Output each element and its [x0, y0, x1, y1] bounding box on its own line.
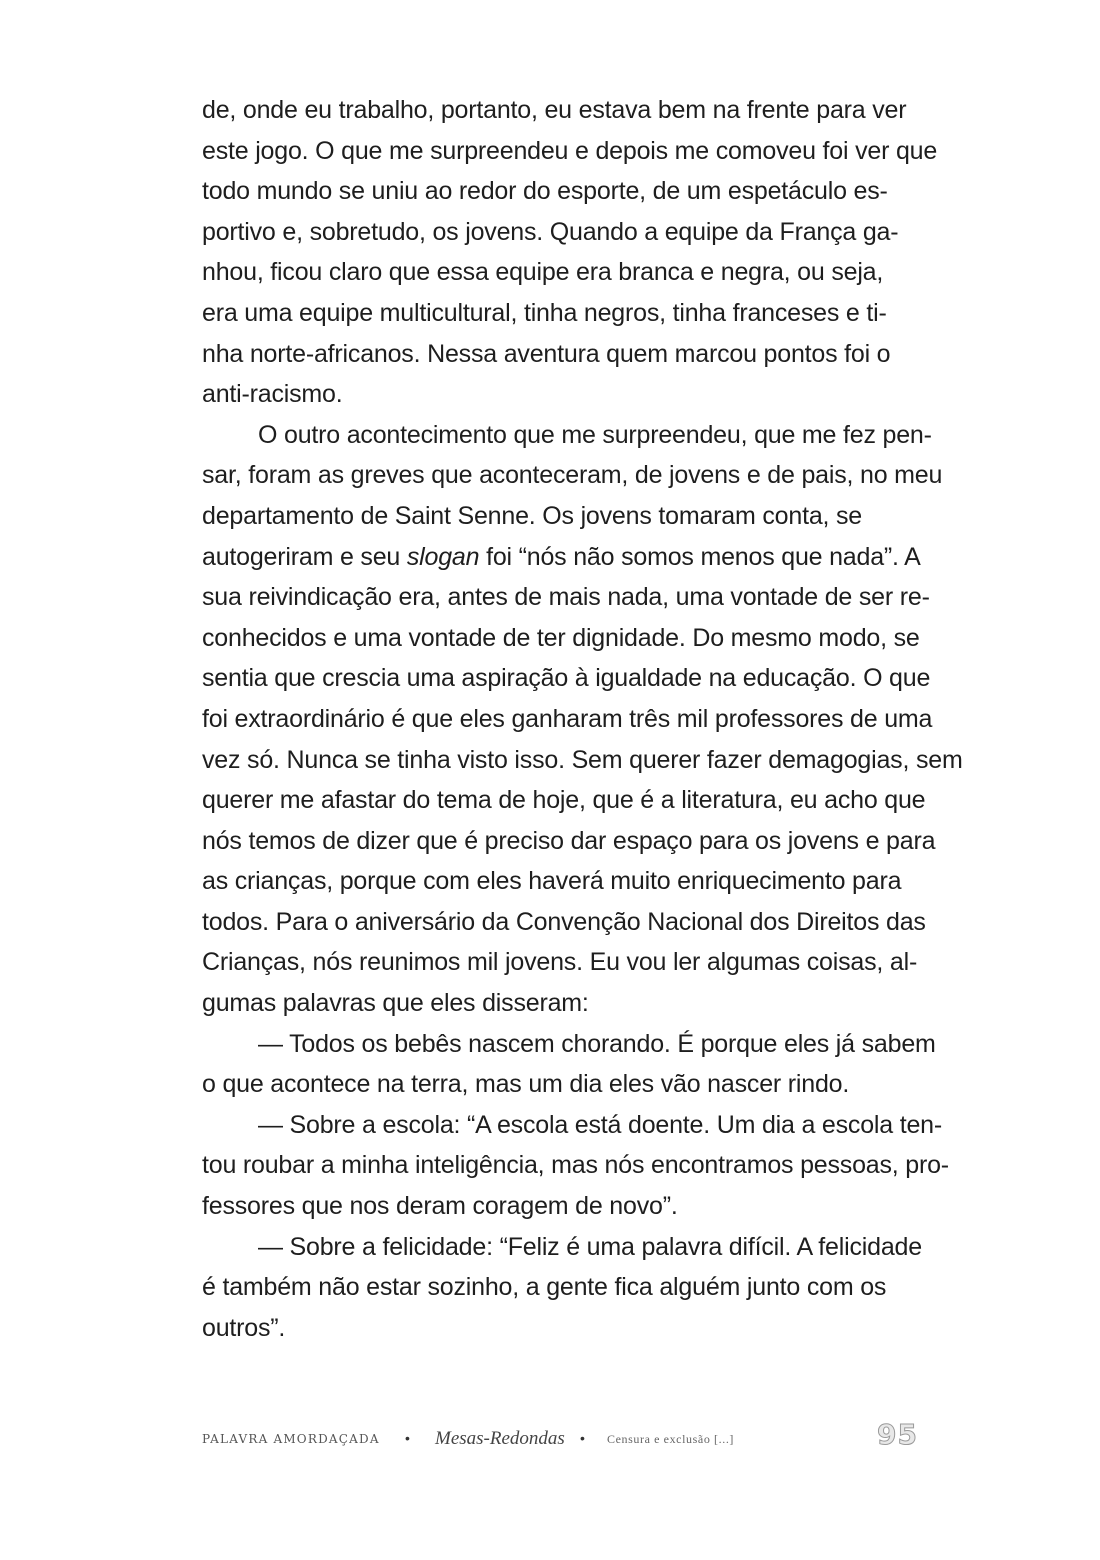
text-segment: foi “nós não somos menos que nada”. A: [479, 542, 921, 571]
footer-separator: •: [580, 1430, 585, 1446]
italic-term: slogan: [406, 542, 480, 571]
text-line: as crianças, porque com eles haverá muito enriquecimento para: [202, 867, 902, 896]
page-number: 95: [877, 1418, 918, 1451]
text-line: [202, 537, 921, 578]
text-line: conhecidos e uma vontade de ter dignidade. Do mesmo modo, se: [202, 623, 920, 652]
text-line: departamento de Saint Senne. Os jovens tomaram conta, se: [202, 501, 863, 530]
text-line: sar, foram as greves que aconteceram, de jovens e de pais, no meu: [202, 461, 943, 490]
text-line: todo mundo se uniu ao redor do esporte, de um espetáculo es-: [202, 177, 888, 206]
footer-chapter-title: Censura e exclusão [...]: [607, 1432, 735, 1446]
text-line: nós temos de dizer que é preciso dar espaço para os jovens e para: [202, 826, 936, 855]
quote-line: tou roubar a minha inteligência, mas nós encontramos pessoas, pro-: [202, 1151, 949, 1180]
text-segment: autogeriram e seu: [202, 542, 407, 571]
text-line: querer me afastar do tema de hoje, que é a literatura, eu acho que: [202, 786, 926, 815]
quote-line: — Sobre a escola: “A escola está doente. Um dia a escola ten-: [258, 1110, 943, 1139]
text-line: nha norte-africanos. Nessa aventura quem marcou pontos foi o: [202, 339, 891, 368]
page-footer: [202, 1418, 918, 1458]
text-line: vez só. Nunca se tinha visto isso. Sem querer fazer demagogias, sem: [202, 745, 963, 774]
text-line: nhou, ficou claro que essa equipe era branca e negra, ou seja,: [202, 258, 884, 287]
text-line: anti-racismo.: [202, 380, 343, 409]
quote-line: fessores que nos deram coragem de novo”.: [202, 1192, 678, 1221]
body-text: [202, 90, 963, 1348]
quote-line: o que acontece na terra, mas um dia eles vão nascer rindo.: [202, 1070, 850, 1099]
text-line: sentia que crescia uma aspiração à igualdade na educação. O que: [202, 664, 931, 693]
text-line: Crianças, nós reunimos mil jovens. Eu vou ler algumas coisas, al-: [202, 948, 918, 977]
footer-section-title: Mesas-Redondas: [435, 1428, 565, 1449]
text-line: gumas palavras que eles disseram:: [202, 989, 589, 1018]
text-line: era uma equipe multicultural, tinha negros, tinha franceses e ti-: [202, 298, 887, 327]
text-line: este jogo. O que me surpreendeu e depois me comoveu foi ver que: [202, 136, 938, 165]
text-line: portivo e, sobretudo, os jovens. Quando a equipe da França ga-: [202, 217, 899, 246]
text-line: foi extraordinário é que eles ganharam três mil professores de uma: [202, 704, 933, 733]
quote-line: é também não estar sozinho, a gente fica alguém junto com os: [202, 1273, 887, 1302]
footer-book-title: PALAVRA AMORDAÇADA: [202, 1432, 380, 1446]
quote-line: outros”.: [202, 1313, 286, 1342]
quote-line: — Todos os bebês nascem chorando. É porque eles já sabem: [258, 1029, 936, 1058]
text-line: sua reivindicação era, antes de mais nada, uma vontade de ser re-: [202, 583, 930, 612]
quote-line: — Sobre a felicidade: “Feliz é uma palavra difícil. A felicidade: [258, 1232, 922, 1261]
text-line: de, onde eu trabalho, portanto, eu estava bem na frente para ver: [202, 96, 907, 124]
text-line: todos. Para o aniversário da Convenção Nacional dos Direitos das: [202, 907, 926, 936]
text-line-paragraph-start: O outro acontecimento que me surpreendeu, que me fez pen-: [258, 420, 932, 449]
footer-separator: •: [405, 1430, 410, 1446]
